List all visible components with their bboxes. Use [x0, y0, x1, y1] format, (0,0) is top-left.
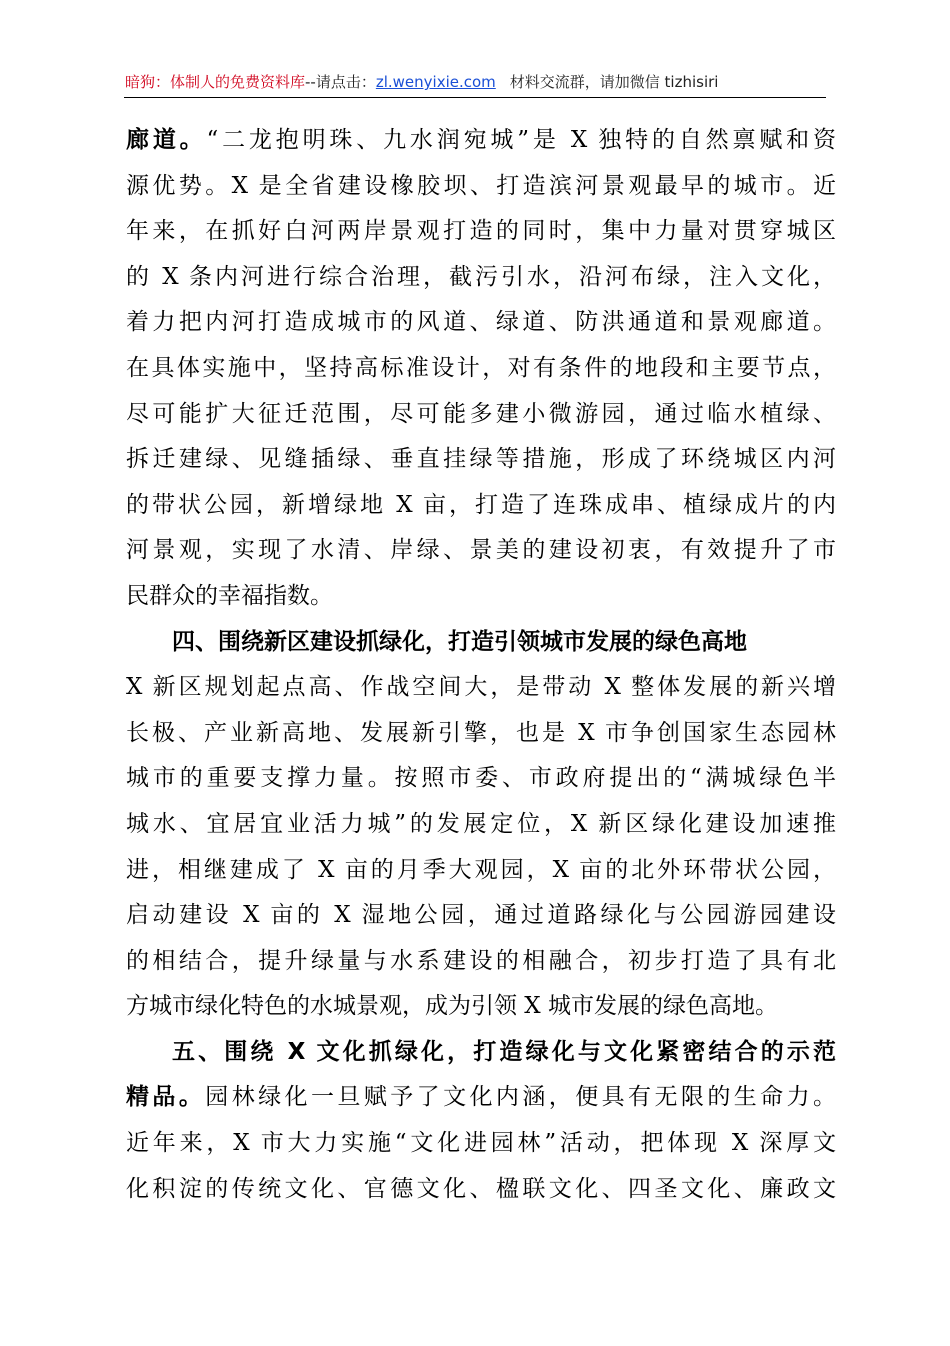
header-brand: 暗狗：体制人的免费资料库: [125, 73, 306, 91]
text-line: X 新区规划起点高、作战空间大，是带动 X 整体发展的新兴增: [126, 674, 836, 701]
header-link[interactable]: zl.wenyixie.com: [375, 73, 496, 91]
section-heading-5: 五、围绕 X 文化抓绿化，打造绿化与文化紧密结合的示范: [172, 1038, 836, 1065]
text-line: 的相结合，提升绿量与水系建设的相融合，初步打造了具有北: [126, 947, 836, 974]
text-line: 在具体实施中，坚持高标准设计，对有条件的地段和主要节点，: [126, 354, 836, 381]
paragraph-new-district: [126, 620, 836, 1030]
lead-bold-text: 廊道。: [126, 127, 207, 153]
text-line: 城市的重要支撑力量。按照市委、市政府提出的“满城绿色半: [126, 765, 836, 792]
text-line: 拆迁建绿、见缝插绿、垂直挂绿等措施，形成了环绕城区内河: [126, 446, 836, 473]
text-line: 进，相继建成了 X 亩的月季大观园，X 亩的北外环带状公园，: [126, 856, 836, 883]
text-line: 的 X 条内河进行综合治理，截污引水，沿河布绿，注入文化，: [126, 263, 836, 290]
text-line: 尽可能扩大征迁范围，尽可能多建小微游园，通过临水植绿、: [126, 400, 836, 427]
text-line: 源优势。X 是全省建设橡胶坝、打造滨河景观最早的城市。近: [126, 172, 836, 199]
header-divider: [124, 97, 826, 98]
text-line: 近年来，X 市大力实施“文化进园林”活动，把体现 X 深厚文: [126, 1130, 836, 1157]
header-prompt: --请点击：: [305, 73, 376, 91]
text-line: 的带状公园，新增绿地 X 亩，打造了连珠成串、植绿成片的内: [126, 491, 836, 518]
document-header: [125, 70, 825, 94]
text-line: 方城市绿化特色的水城景观，成为引领 X 城市发展的绿色高地。: [126, 993, 778, 1020]
paragraph-culture: [126, 1030, 836, 1212]
text-line: 化积淀的传统文化、官德文化、楹联文化、四圣文化、廉政文: [126, 1175, 836, 1202]
text-line: 城水、宜居宜业活力城”的发展定位，X 新区绿化建设加速推: [126, 810, 836, 837]
document-body: [126, 118, 836, 1212]
header-contact: 材料交流群，请加微信 tizhisiri: [509, 73, 719, 91]
text-line: 廊道。“二龙抱明珠、九水润宛城”是 X 独特的自然禀赋和资: [126, 127, 836, 153]
section-heading-4: 四、围绕新区建设抓绿化，打造引领城市发展的绿色高地: [172, 628, 747, 655]
text-line: 河景观，实现了水清、岸绿、景美的建设初衷，有效提升了市: [126, 537, 836, 564]
text-line: 年来，在抓好白河两岸景观打造的同时，集中力量对贯穿城区: [126, 218, 836, 245]
text-line: 长极、产业新高地、发展新引擎，也是 X 市争创国家生态园林: [126, 719, 836, 746]
paragraph-corridor: [126, 118, 836, 620]
text-line: 启动建设 X 亩的 X 湿地公园，通过道路绿化与公园游园建设: [126, 902, 836, 929]
text-line: 民群众的幸福指数。: [126, 582, 333, 609]
text-line: 着力把内河打造成城市的风道、绿道、防洪通道和景观廊道。: [126, 309, 836, 336]
text-line: 精品。园林绿化一旦赋予了文化内涵，便具有无限的生命力。: [126, 1084, 837, 1111]
lead-bold-text: 精品。: [126, 1084, 206, 1111]
